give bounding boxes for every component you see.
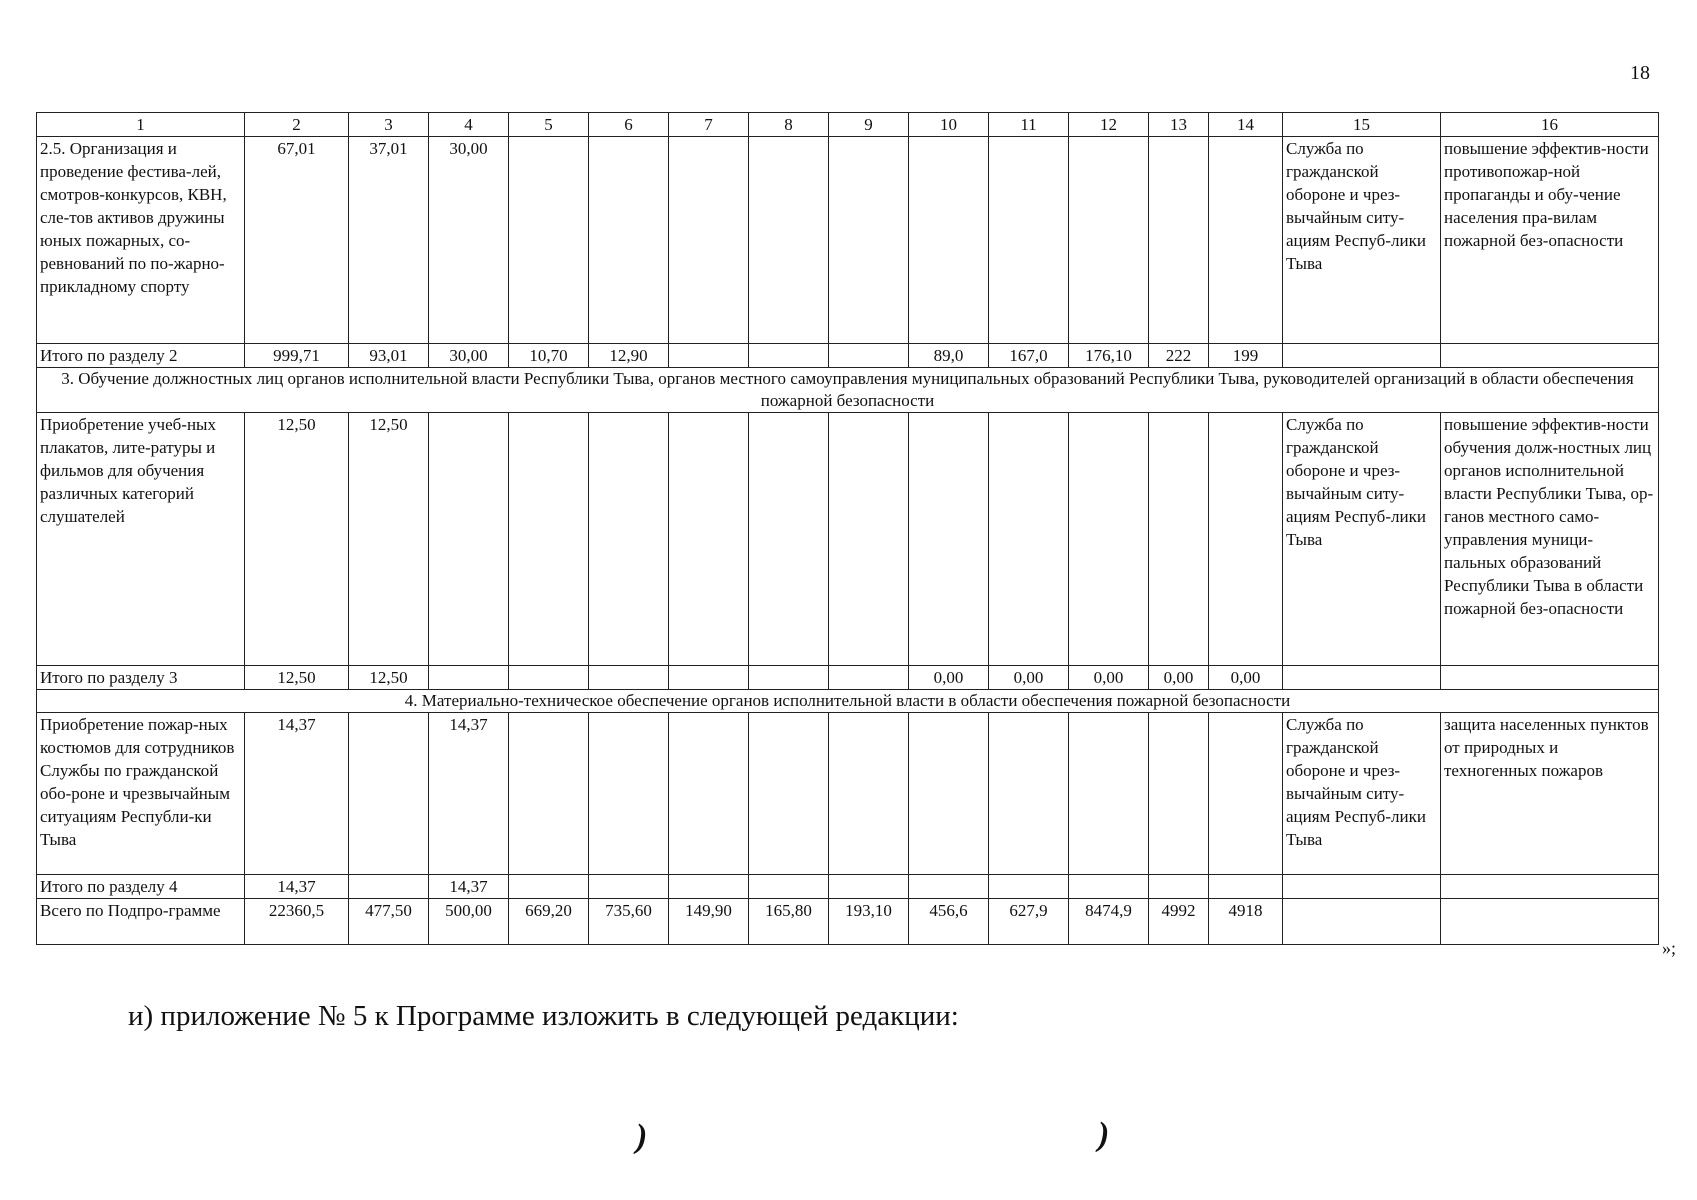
cell-value: 0,00 (1209, 666, 1283, 690)
cell-value: 30,00 (429, 137, 509, 344)
grand-total-label: Всего по Подпро-грамме (37, 899, 245, 945)
expected-result: повышение эффектив-ности противопожар-ной пропаганды и обу-чение населения пра-вилам пожарной без-опасности (1441, 137, 1659, 344)
amendment-instruction: и) приложение № 5 к Программе изложить в следующей редакции: (128, 1000, 959, 1032)
column-number: 16 (1441, 113, 1659, 137)
column-number: 5 (509, 113, 589, 137)
cell-value: 14,37 (245, 713, 349, 875)
cell-value: 0,00 (989, 666, 1069, 690)
section-title: 3. Обучение должностных лиц органов исполнительной власти Республики Тыва, органов местного самоуправления муниципальных образований Республики Тыва, руководителей организаций в области обеспечения пожарной безопасности (37, 368, 1659, 413)
cell-value: 30,00 (429, 344, 509, 368)
column-number: 10 (909, 113, 989, 137)
cell-value: 167,0 (989, 344, 1069, 368)
cell-value: 93,01 (349, 344, 429, 368)
cell-value: 999,71 (245, 344, 349, 368)
cell-value: 165,80 (749, 899, 829, 945)
total-row (37, 666, 1659, 690)
cell-value: 12,90 (589, 344, 669, 368)
executor: Служба по гражданской обороне и чрез-вычайным ситу-ациям Респуб-лики Тыва (1283, 137, 1441, 344)
column-number: 3 (349, 113, 429, 137)
table-closing-quote: »; (1662, 938, 1677, 958)
total-label: Итого по разделу 4 (37, 875, 245, 899)
column-number: 9 (829, 113, 909, 137)
cell-value: 37,01 (349, 137, 429, 344)
column-number: 15 (1283, 113, 1441, 137)
column-number: 4 (429, 113, 509, 137)
cell-value: 14,37 (429, 713, 509, 875)
pen-mark: ) (1098, 1116, 1110, 1153)
cell-value: 193,10 (829, 899, 909, 945)
executor: Служба по гражданской обороне и чрез-вычайным ситу-ациям Респуб-лики Тыва (1283, 713, 1441, 875)
cell-value: 627,9 (989, 899, 1069, 945)
cell-value: 0,00 (909, 666, 989, 690)
cell-value: 89,0 (909, 344, 989, 368)
section-header-row (37, 368, 1659, 413)
cell-value: 4918 (1209, 899, 1283, 945)
column-number: 7 (669, 113, 749, 137)
cell-value: 12,50 (349, 413, 429, 666)
column-number: 11 (989, 113, 1069, 137)
column-number: 6 (589, 113, 669, 137)
column-number: 1 (37, 113, 245, 137)
cell-value: 735,60 (589, 899, 669, 945)
total-label: Итого по разделу 2 (37, 344, 245, 368)
activity-name: 2.5. Организация и проведение фестива-лей, смотров-конкурсов, КВН, сле-тов активов дружины юных пожарных, со-ревнований по по-жарно-прикладному спорту (37, 137, 245, 344)
total-row (37, 875, 1659, 899)
expected-result: защита населенных пунктов от природных и техногенных пожаров (1441, 713, 1659, 875)
cell-value: 669,20 (509, 899, 589, 945)
executor: Служба по гражданской обороне и чрез-вычайным ситу-ациям Респуб-лики Тыва (1283, 413, 1441, 666)
cell-value: 149,90 (669, 899, 749, 945)
cell-value: 12,50 (245, 413, 349, 666)
activity-name: Приобретение учеб-ных плакатов, лите-ратуры и фильмов для обучения различных категорий слушателей (37, 413, 245, 666)
cell-value: 456,6 (909, 899, 989, 945)
cell-value: 12,50 (349, 666, 429, 690)
page-number: 18 (1630, 62, 1650, 84)
cell-value: 477,50 (349, 899, 429, 945)
total-label: Итого по разделу 3 (37, 666, 245, 690)
cell-value: 22360,5 (245, 899, 349, 945)
table-row (37, 713, 1659, 875)
table-row (37, 413, 1659, 666)
cell-value: 67,01 (245, 137, 349, 344)
column-number: 8 (749, 113, 829, 137)
cell-value: 222 (1149, 344, 1209, 368)
cell-value: 10,70 (509, 344, 589, 368)
cell-value: 12,50 (245, 666, 349, 690)
total-row (37, 344, 1659, 368)
cell-value: 500,00 (429, 899, 509, 945)
pen-mark: ) (636, 1118, 648, 1155)
table-row (37, 137, 1659, 344)
grand-total-row (37, 899, 1659, 945)
column-number: 14 (1209, 113, 1283, 137)
column-number: 13 (1149, 113, 1209, 137)
cell-value: 4992 (1149, 899, 1209, 945)
cell-value: 199 (1209, 344, 1283, 368)
cell-value: 14,37 (429, 875, 509, 899)
section-header-row (37, 690, 1659, 713)
expected-result: повышение эффектив-ности обучения долж-ностных лиц органов исполнительной власти Республики Тыва, ор-ганов местного само-управления муници-пальных образований Республики Тыва в области пожарной без-опасности (1441, 413, 1659, 666)
cell-value: 8474,9 (1069, 899, 1149, 945)
cell-value: 0,00 (1069, 666, 1149, 690)
cell-value: 0,00 (1149, 666, 1209, 690)
column-number: 2 (245, 113, 349, 137)
activity-name: Приобретение пожар-ных костюмов для сотрудников Службы по гражданской обо-роне и чрезвычайным ситуациям Республи-ки Тыва (37, 713, 245, 875)
column-numbers-row (37, 113, 1659, 137)
column-number: 12 (1069, 113, 1149, 137)
section-title: 4. Материально-техническое обеспечение органов исполнительной власти в области обеспечения пожарной безопасности (37, 690, 1659, 713)
cell-value: 14,37 (245, 875, 349, 899)
cell-value: 176,10 (1069, 344, 1149, 368)
program-table (36, 112, 1659, 945)
